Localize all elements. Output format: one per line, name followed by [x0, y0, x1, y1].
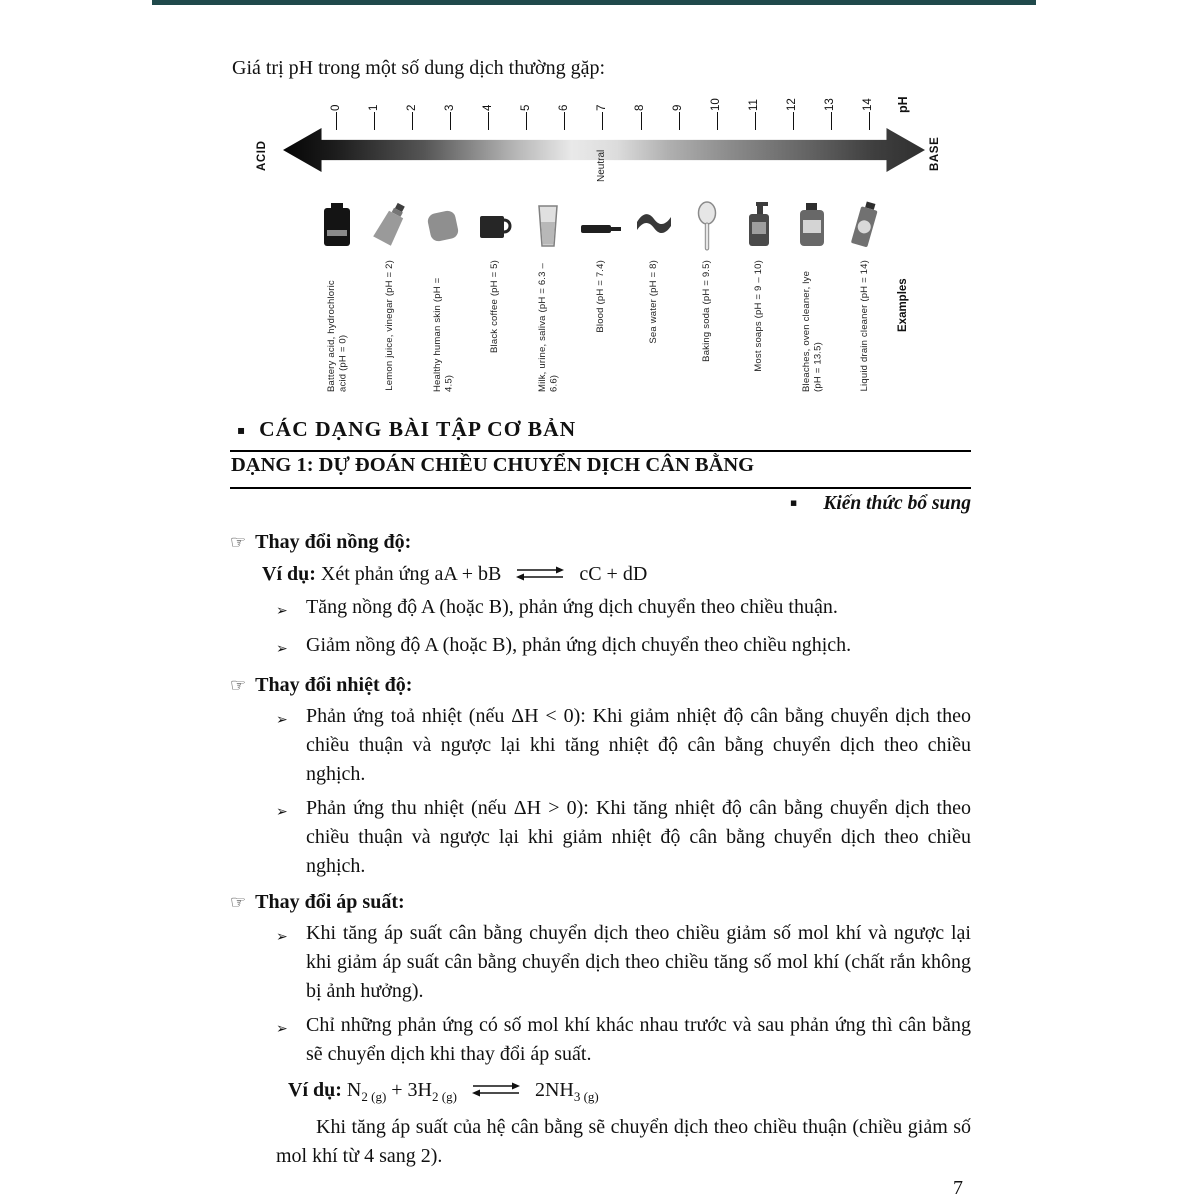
- ph-tick-mark: [679, 112, 680, 130]
- dang1-title: DẠNG 1: DỰ ĐOÁN CHIỀU CHUYỂN DỊCH CÂN BẰNG: [231, 454, 755, 476]
- skin-icon: [423, 200, 463, 252]
- ph-item-label: Bleaches, oven cleaner, lye (pH = 13.5): [800, 270, 823, 392]
- ph-axis-label: pH: [896, 96, 910, 113]
- ph-item-label: Healthy human skin (pH = 4.5): [431, 277, 454, 392]
- formula-n-sub: 2 (g): [361, 1088, 387, 1104]
- ph-tick-label: 5: [520, 104, 532, 111]
- arrowhead-bullet-icon: ➢: [276, 602, 288, 619]
- ph-item: [626, 200, 682, 344]
- example-label: Ví dụ:: [262, 563, 316, 585]
- ph-tick-label: 6: [558, 104, 570, 111]
- bullet-text: Khi tăng áp suất cân bằng chuyển dịch theo chiều giảm số mol khí và ngược lại khi giảm áp suất cân bằng chuyển dịch theo chiều tăng số mol khí (chất rắn không bị ảnh hưởng).: [306, 921, 971, 1002]
- ph-item: [362, 200, 418, 391]
- ph-tick-label: 9: [672, 104, 684, 111]
- pressure-example: [288, 1076, 971, 1111]
- ph-tick-label: 11: [748, 99, 760, 111]
- bullet-text: Phản ứng thu nhiệt (nếu ΔH > 0): Khi tăng nhiệt độ cân bằng chuyển dịch theo chiều thuận và ngược lại khi giảm nhiệt độ cân bằng chuyển dịch theo chiều nghịch.: [306, 796, 971, 877]
- bullet-text: Tăng nồng độ A (hoặc B), phản ứng dịch chuyển theo chiều thuận.: [306, 595, 838, 618]
- neutral-label: Neutral: [596, 149, 607, 182]
- bullet-text: Giảm nồng độ A (hoặc B), phản ứng dịch chuyển theo chiều nghịch.: [306, 633, 852, 656]
- ph-item: [731, 200, 787, 372]
- ph-item-label: Black coffee (pH = 5): [489, 260, 501, 353]
- ph-tick-mark: [793, 112, 794, 130]
- ph-tick-label: 7: [596, 104, 608, 111]
- ph-tick-label: 1: [368, 104, 380, 111]
- ph-item: [837, 200, 893, 391]
- acid-label: ACID: [256, 140, 268, 171]
- ph-tick-mark: [602, 112, 603, 130]
- pointer-hand-icon: ☞: [230, 674, 247, 696]
- ph-tick-mark: [755, 112, 756, 130]
- bleach-bottle-icon: [792, 200, 832, 252]
- soap-dispenser-icon: [739, 200, 779, 252]
- temperature-heading: [230, 671, 971, 700]
- ph-tick-mark: [717, 112, 718, 130]
- ph-item-label: Most soaps (pH = 9 – 10): [753, 260, 765, 372]
- concentration-example: [262, 560, 971, 590]
- drain-cleaner-bottle-icon: [845, 200, 885, 252]
- ph-tick-mark: [374, 112, 375, 130]
- temperature-heading-text: Thay đổi nhiệt độ:: [255, 673, 413, 696]
- ph-tick-mark: [450, 112, 451, 130]
- ph-item-label: Liquid drain cleaner (pH = 14): [859, 260, 871, 392]
- vinegar-bottle-icon: [370, 200, 410, 252]
- example-before: Xét phản ứng aA + bB: [320, 563, 502, 585]
- blood-icon: [579, 200, 623, 252]
- main-heading: [237, 417, 576, 442]
- arrowhead-bullet-icon: ➢: [276, 928, 288, 945]
- ph-item: [679, 200, 735, 362]
- page-number: 7: [953, 1177, 963, 1199]
- ph-item: [784, 200, 840, 392]
- pressure-note: Khi tăng áp suất của hệ cân bằng sẽ chuyển dịch theo chiều thuận (chiều giảm số mol khí từ 4 sang 2).: [276, 1115, 971, 1167]
- equilibrium-arrows-icon: [472, 1077, 520, 1106]
- milk-glass-icon: [528, 200, 568, 252]
- ph-item-label: Battery acid, hydrochloric acid (pH = 0): [325, 280, 348, 392]
- ph-tick-label: 0: [330, 104, 342, 111]
- ph-tick-label: 3: [444, 104, 456, 111]
- pressure-heading-text: Thay đổi áp suất:: [255, 890, 405, 913]
- ph-tick-label: 13: [824, 98, 836, 111]
- bullet-item: [276, 1011, 971, 1069]
- example-label: Ví dụ:: [288, 1078, 342, 1101]
- ph-item-label: Baking soda (pH = 9.5): [701, 260, 713, 362]
- arrowhead-bullet-icon: ➢: [276, 1020, 288, 1037]
- ph-item-label: Lemon juice, vinegar (pH = 2): [384, 260, 396, 391]
- lesson-content: [230, 521, 971, 1171]
- example-after: cC + dD: [579, 563, 648, 585]
- ph-tick-mark: [488, 112, 489, 130]
- formula-nh: 2NH: [534, 1078, 574, 1101]
- ph-tick-mark: [526, 112, 527, 130]
- ph-tick-mark: [869, 112, 870, 130]
- bullet-item: [276, 593, 971, 626]
- examples-label: Examples: [897, 278, 909, 332]
- formula-nh-sub: 3 (g): [573, 1088, 599, 1104]
- ph-item-label: Sea water (pH = 8): [648, 260, 660, 344]
- pointer-hand-icon: ☞: [230, 891, 247, 913]
- ph-tick-mark: [831, 112, 832, 130]
- ph-tick-label: 12: [786, 98, 798, 111]
- ph-tick-mark: [412, 112, 413, 130]
- page-top-border: [152, 0, 1036, 5]
- concentration-heading-text: Thay đổi nồng độ:: [255, 531, 412, 553]
- ph-tick-label: 8: [634, 104, 646, 111]
- pressure-heading: [230, 888, 971, 917]
- ph-tick-label: 4: [482, 104, 494, 111]
- bullet-item: [276, 794, 971, 881]
- subnote: [230, 493, 971, 515]
- divider-rule: [230, 487, 971, 489]
- main-heading-text: CÁC DẠNG BÀI TẬP CƠ BẢN: [259, 417, 577, 441]
- ph-item: [573, 200, 629, 333]
- ph-item: [415, 200, 471, 392]
- base-label: BASE: [929, 136, 941, 171]
- square-bullet-icon: ▪: [789, 496, 798, 509]
- square-bullet-icon: ▪: [237, 422, 246, 437]
- bullet-text: Phản ứng toả nhiệt (nếu ΔH < 0): Khi giảm nhiệt độ cân bằng chuyển dịch theo chiều thuận và ngược lại khi tăng nhiệt độ cân bằng chuyển dịch theo chiều nghịch.: [306, 704, 971, 785]
- ph-tick-label: 2: [406, 104, 418, 111]
- sea-wave-icon: [634, 200, 674, 252]
- arrowhead-bullet-icon: ➢: [276, 711, 288, 728]
- arrowhead-bullet-icon: ➢: [276, 803, 288, 820]
- ph-item-label: Blood (pH = 7.4): [595, 260, 607, 333]
- equilibrium-arrows-icon: [516, 561, 564, 590]
- ph-tick-mark: [641, 112, 642, 130]
- bullet-item: [276, 631, 971, 664]
- formula-n: N: [346, 1078, 362, 1101]
- bullet-item: [276, 702, 971, 789]
- battery-icon: [317, 200, 357, 252]
- baking-soda-spoon-icon: [687, 200, 727, 252]
- coffee-cup-icon: [475, 200, 515, 252]
- ph-item: [467, 200, 523, 353]
- arrowhead-bullet-icon: ➢: [276, 640, 288, 657]
- formula-plus-h: + 3H: [386, 1078, 433, 1101]
- pointer-hand-icon: ☞: [230, 532, 247, 553]
- subnote-text: Kiến thức bổ sung: [823, 493, 971, 514]
- bullet-text: Chỉ những phản ứng có số mol khí khác nhau trước và sau phản ứng thì cân bằng sẽ chuyển dịch khi thay đổi áp suất.: [306, 1013, 971, 1065]
- ph-item: [520, 200, 576, 392]
- ph-caption: Giá trị pH trong một số dung dịch thường gặp:: [232, 57, 606, 79]
- ph-item-label: Milk, urine, saliva (pH = 6.3 – 6.6): [536, 263, 559, 392]
- bullet-item: [276, 919, 971, 1006]
- ph-tick-label: 10: [710, 98, 722, 111]
- ph-tick-mark: [564, 112, 565, 130]
- concentration-heading: [230, 528, 971, 557]
- ph-item: [309, 200, 365, 392]
- divider-rule: [230, 450, 971, 452]
- ph-tick-label: 14: [862, 98, 874, 111]
- ph-tick-mark: [336, 112, 337, 130]
- formula-h-sub: 2 (g): [432, 1088, 457, 1104]
